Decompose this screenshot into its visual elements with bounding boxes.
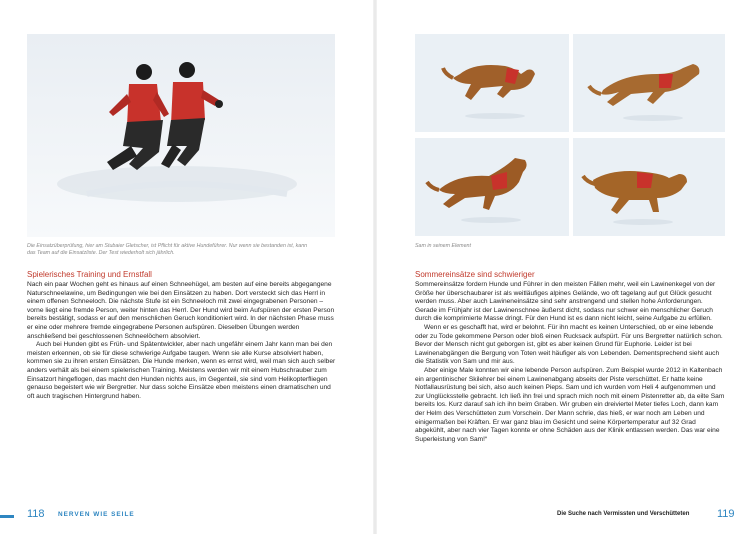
right-page (375, 0, 750, 534)
dog-photo-4 (573, 138, 725, 236)
left-heading: Spielerisches Training und Ernstfall (27, 270, 152, 279)
left-paragraph: Nach ein paar Wochen geht es hinaus auf einen Schneehügel, am besten auf eine bereits abgegangene Naturschneelawine, um Bedingungen wie bei den Einsätzen zu haben. Dort versteckt sich das Herrl in einem offenen Schneeloch. Die nächste Stufe ist ein Schneeloch mit zwei eingegrabenen Personen – vorne liegt eine fremde Person, weiter hinten das Herrl. Der Hund wird beim Aufspüren der ersten Person bereits bestätigt, sodass er auf den menschlichen Geruch konditioniert wird. In der nächsten Phase muss er eine oder mehrere fremde eingegrabene Personen aufspüren. Dieselben Übungen werden anschließend bei geschlossenen Schneelöchern absolviert. (27, 281, 335, 340)
right-paragraph: Sommereinsätze fordern Hunde und Führer in den meisten Fällen mehr, weil ein Lawinenkegel von der Größe her überschaubarer ist als weitläufiges alpines Gelände, wo oft tagelang auf gut Glück gesucht werden muss. Aber auch Lawineneinsätze sind sehr anstrengend und stellen hohe Anforderungen. Gerade im Frühjahr ist der Lawinenschnee äußerst dicht, sodass nur schwer ein menschlicher Geruch durch die komprimierte Masse dringt. Für den Hund ist es dann nicht leicht, seine Aufgabe zu erfüllen. (415, 281, 716, 323)
right-heading: Sommereinsätze sind schwieriger (415, 270, 535, 279)
dog-photo-3 (415, 138, 569, 236)
left-paragraph: Auch bei Hunden gibt es Früh- und Spätentwickler, aber nach ungefähr einem Jahr kann man bei den meisten erkennen, ob sie für diese schwierige Aufgabe taugen. Wenn sie alle Kurse absolviert haben, kommen sie zu ihren ersten Einsätzen. Die Hunde merken, wenn es ernst wird, weil man sich auch selber anders verhält als bei einem spielerischen Training. Meistens werden wir mit einem Hubschrauber zum Einsatzort hingeflogen, das macht den Hunden nichts aus, im Gegenteil, sie sind vom Helikopterfliegen genauso begeistert wie wir Bergretter. Nur dass solche Einsätze eben meistens einen dramatischen und oft auch tragischen Hintergrund haben. (27, 341, 336, 400)
footer-accent-bar (0, 515, 14, 518)
dog-running-illustration (415, 138, 569, 236)
right-photo-caption: Sam in seinem Element (415, 243, 471, 249)
chapter-title: NERVEN WIE SEILE (58, 511, 135, 518)
section-title: Die Suche nach Vermissten und Verschütteten (557, 511, 690, 517)
left-photo-caption: Die Einsatzüberprüfung, hier am Stubaier Gletscher, ist Pflicht für aktive Hundeführer. Nur wenn sie bestanden ist, kann das Team auf die Einsatzliste. Der Test wiederholt sich jährlich. (27, 243, 308, 256)
right-paragraph: Wenn er es geschafft hat, wird er belohnt. Für ihn macht es keinen Unterschied, ob er eine lebende oder zu Tode gekommene Person oder bloß einen Rucksack aufspürt. Für uns Bergretter natürlich schon. Bevor der Mensch nicht gut geborgen ist, gibt es aber keinen Grund für Euphorie. Leider ist bei Lawinenabgängen die Bergung von Toten weit häufiger als von Lebenden. Dementsprechend sieht auch die Statistik von Sam und mir aus. (415, 323, 723, 366)
dog-photo-1 (415, 34, 569, 132)
dog-running-illustration (573, 34, 725, 132)
rescuers-photo (27, 34, 335, 237)
right-paragraph: Aber einige Male konnten wir eine lebende Person aufspüren. Zum Beispiel wurde 2012 in Kaltenbach ein argentinischer Skilehrer bei einem Lawinenabgang abseits der Piste verschüttet. Er hatte keine Notfallausrüstung bei sich, also auch keinen Pieps. Sam und ich wurden vom Heli 4 aufgenommen und zur Unglücksstelle gebracht. Ich ließ ihn frei und sprach mich noch mit einem Pistenretter ab, da eilte Sam bereits los. Kurz darauf sah ich ihn beim Graben. Wir gruben ein dreiviertel Meter tiefes Loch, dann kam der Helm des Verschütteten zum Vorschein. Der Mann schrie, das hieß, er war noch am Leben und einigermaßen bei Kräften. Er war ganz blau im Gesicht und seine Körpertemperatur auf 32 Grad abgekühlt, aber nach vier Tagen konnte er ohne Schäden aus der Klinik entlassen werden. Das war eine Superleistung von Sam!“ (415, 366, 725, 443)
page-number-left: 118 (27, 508, 45, 520)
dog-running-illustration (573, 138, 725, 236)
page-number-right: 119 (717, 508, 735, 520)
right-text-column (415, 270, 725, 444)
rescuers-illustration (27, 34, 335, 237)
left-text-column (27, 270, 337, 401)
dog-running-illustration (415, 34, 569, 132)
dog-photo-2 (573, 34, 725, 132)
